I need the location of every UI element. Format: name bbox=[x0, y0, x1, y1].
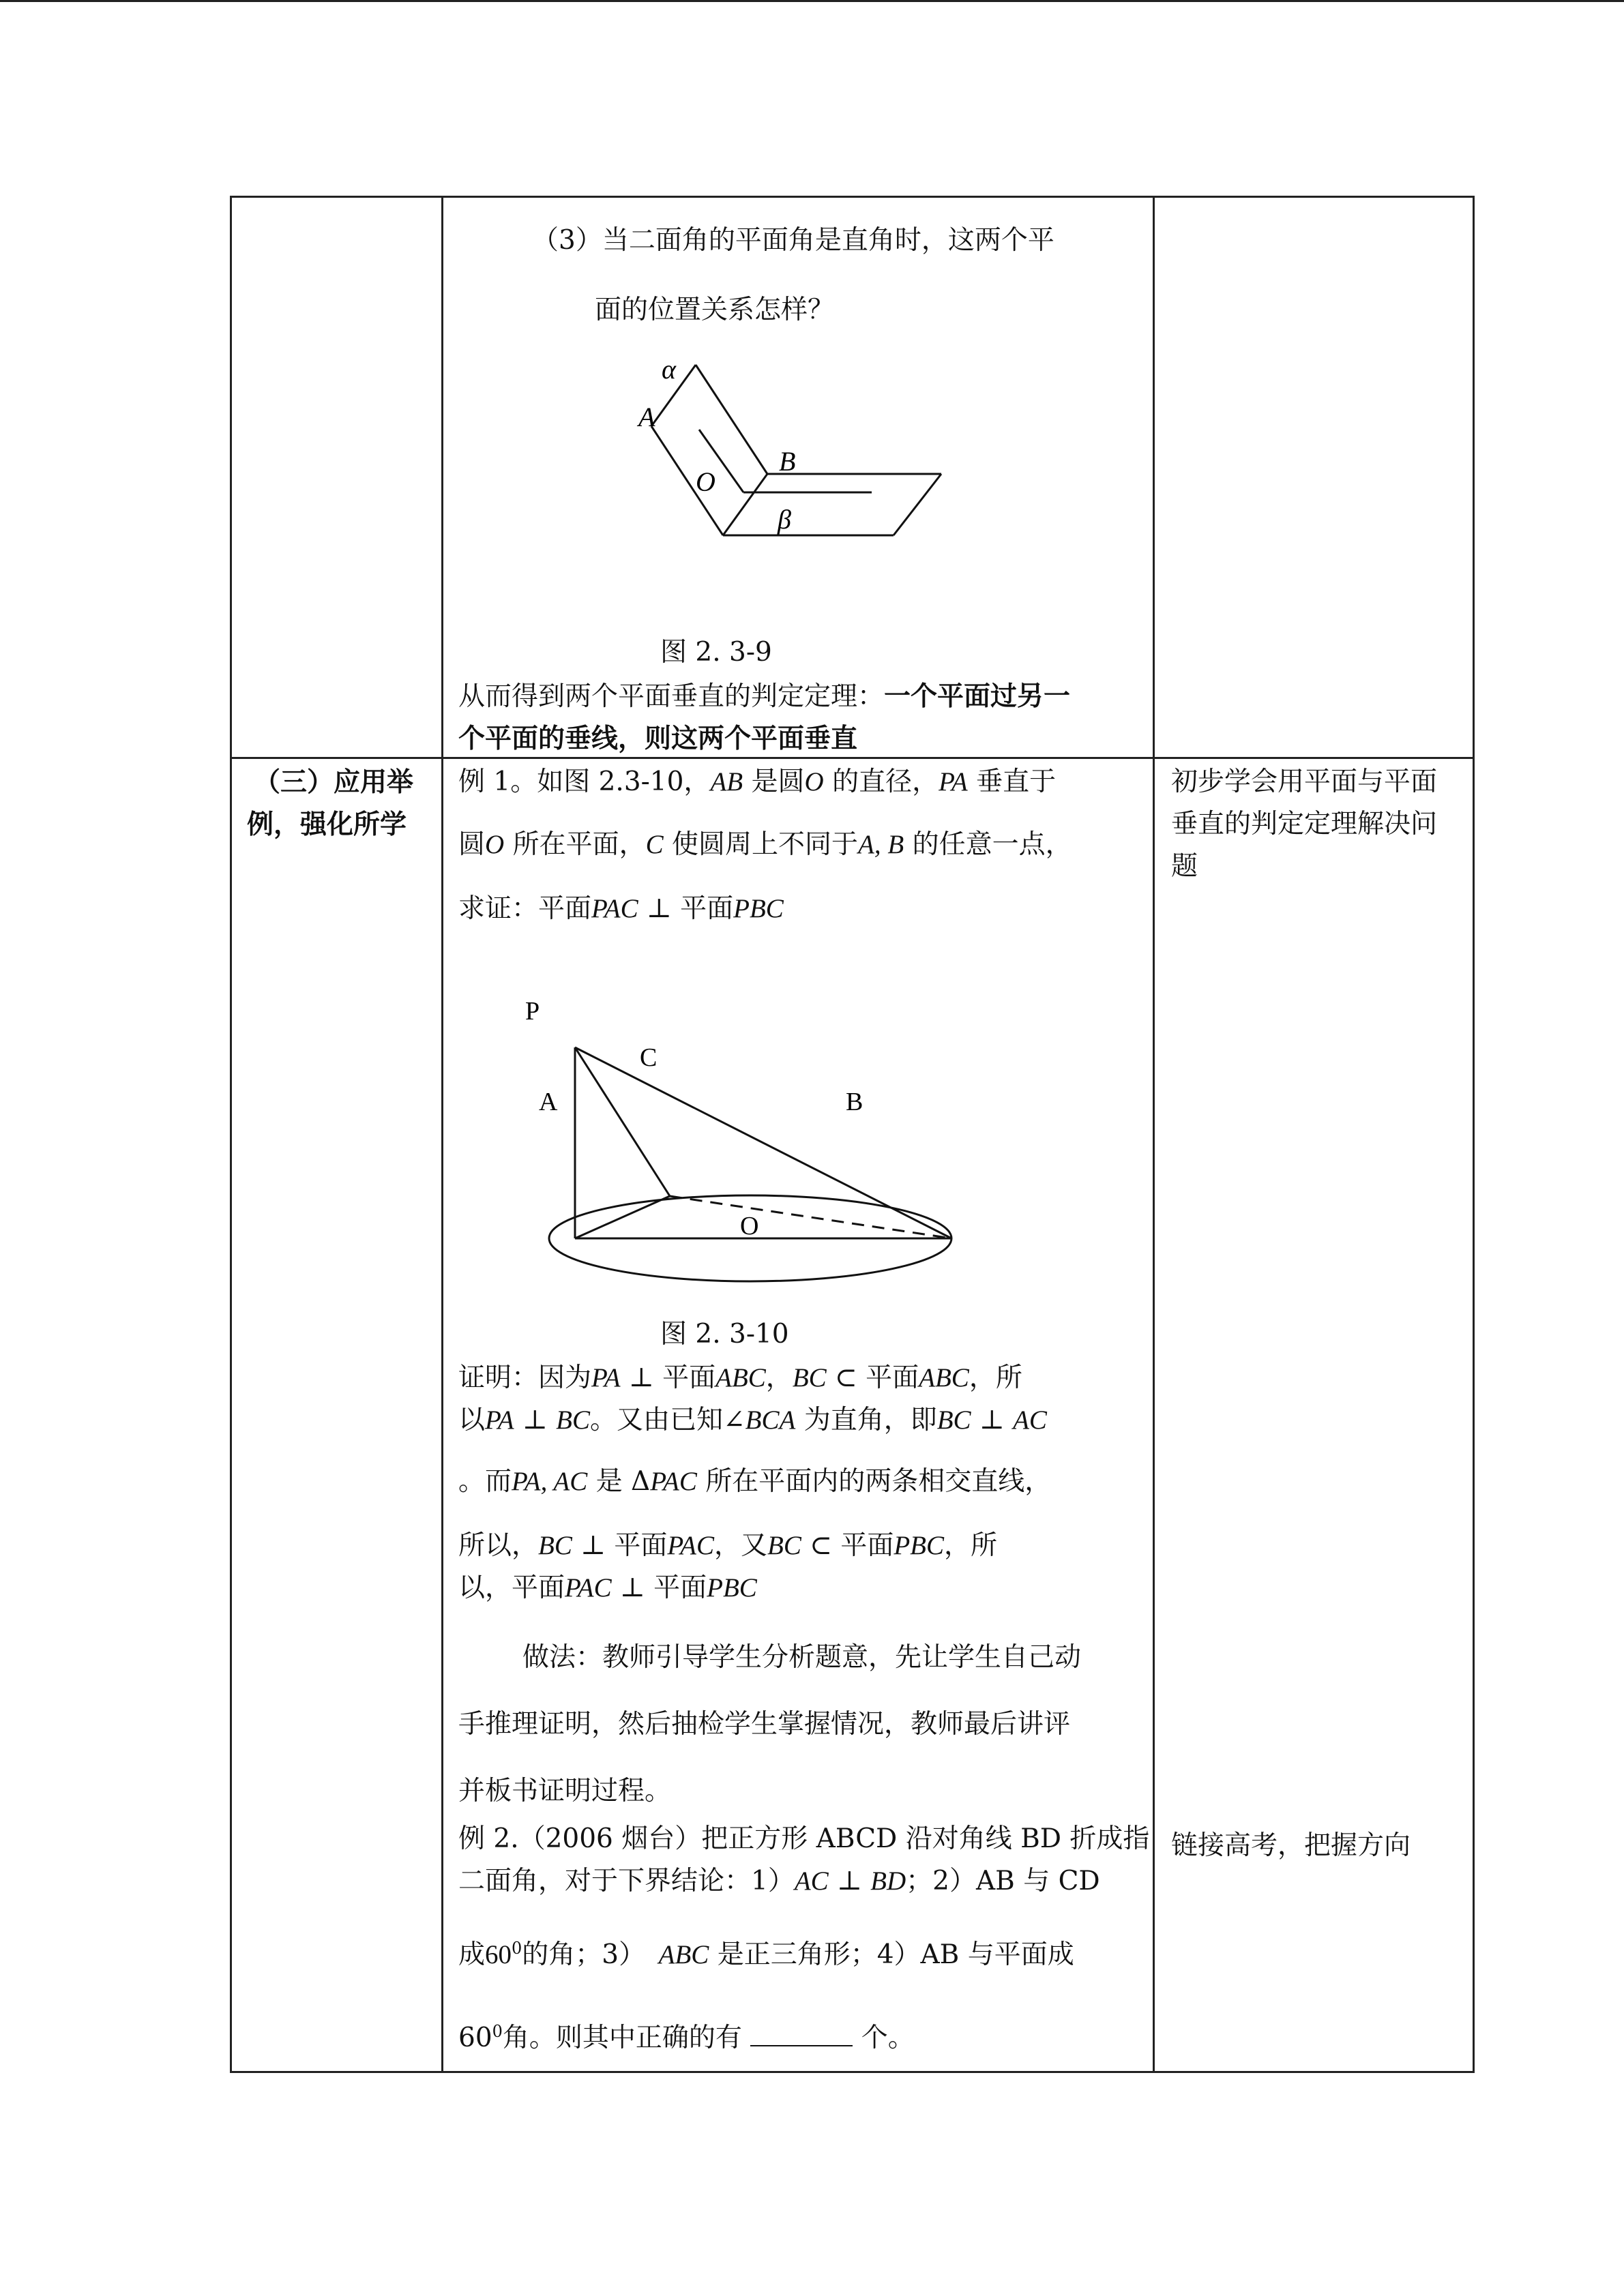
proof-line-5: 以，平面PAC ⊥ 平面PBC bbox=[458, 1572, 757, 1603]
method-line-2: 手推理证明，然后抽检学生掌握情况，教师最后讲评 bbox=[458, 1709, 1071, 1740]
question-3-line-1: （3）当二面角的平面角是直角时，这两个平 bbox=[532, 225, 1054, 256]
example-2-line-2: 二面角，对于下界结论：1）AC ⊥ BD；2）AB 与 CD bbox=[458, 1866, 1100, 1896]
example-1-line-3: 求证：平面PAC ⊥ 平面PBC bbox=[458, 893, 784, 924]
fig1-label-alpha: α bbox=[662, 354, 676, 385]
answer-blank[interactable] bbox=[750, 2025, 853, 2046]
teaching-goal-line-4: 链接高考，把握方向 bbox=[1171, 1830, 1411, 1861]
proof-line-4: 所以，BC ⊥ 平面PAC，又BC ⊂ 平面PBC，所 bbox=[458, 1530, 998, 1561]
fig1-edge bbox=[723, 474, 767, 535]
table-top-border bbox=[230, 196, 1475, 198]
example-2-line-1: 例 2.（2006 烟台）把正方形 ABCD 沿对角线 BD 折成指 bbox=[458, 1823, 1150, 1854]
fig1-label-B: B bbox=[779, 446, 796, 477]
figure-1-caption: 图 2. 3-9 bbox=[660, 637, 772, 668]
fig2-label-P: P bbox=[525, 997, 540, 1026]
fig1-label-beta: β bbox=[778, 504, 791, 535]
method-line-3: 并板书证明过程。 bbox=[458, 1776, 672, 1806]
fig2-segment-AC bbox=[575, 1196, 670, 1238]
fig2-label-B: B bbox=[846, 1088, 863, 1116]
teaching-goal-line-3: 题 bbox=[1171, 851, 1198, 882]
fig1-edge bbox=[696, 365, 767, 474]
theorem-bold-1: 一个平面过另一 bbox=[884, 681, 1071, 712]
table-left-border bbox=[230, 196, 232, 2073]
example-1-line-2: 圆O 所在平面，C 使圆周上不同于A, B 的任意一点， bbox=[458, 829, 1072, 860]
fig1-edge bbox=[894, 474, 941, 535]
fig2-label-O: O bbox=[740, 1212, 759, 1240]
fig2-segment-PB bbox=[575, 1047, 951, 1238]
method-line-1: 做法：教师引导学生分析题意，先让学生自己动 bbox=[522, 1642, 1082, 1673]
column-divider-2 bbox=[1153, 196, 1155, 2073]
dihedral-angle-figure bbox=[614, 348, 969, 552]
question-3-line-2: 面的位置关系怎样？ bbox=[595, 295, 835, 325]
teaching-goal-line-1: 初步学会用平面与平面 bbox=[1171, 766, 1438, 797]
page-top-border bbox=[0, 0, 1624, 2]
example-2-line-4: $60^0$角。则其中正确的有 个。 bbox=[458, 2022, 915, 2053]
fig1-label-A: A bbox=[638, 402, 655, 432]
figure-2-caption: 图 2. 3-10 bbox=[660, 1319, 789, 1350]
fig1-label-O: O bbox=[696, 466, 715, 497]
proof-line-1: 证明：因为PA ⊥ 平面ABC，BC ⊂ 平面ABC，所 bbox=[458, 1362, 1022, 1393]
theorem-statement-line-1 bbox=[458, 678, 1070, 715]
proof-line-3: 。而PA, AC 是 ΔPAC 所在平面内的两条相交直线， bbox=[458, 1466, 1052, 1497]
example-2-line-3: 成$60^0$的角；3） ABC 是正三角形；4）AB 与平面成 bbox=[458, 1939, 1074, 1970]
column-divider-1 bbox=[441, 196, 443, 2073]
theorem-statement-line-2: 个平面的垂线，则这两个平面垂直 bbox=[458, 723, 858, 754]
table-bottom-border bbox=[230, 2071, 1475, 2073]
teaching-goal-line-2: 垂直的判定定理解决问 bbox=[1171, 809, 1438, 839]
section-label-line-2: 例，强化所学 bbox=[247, 809, 407, 840]
section-label-line-1: （三）应用举 bbox=[254, 766, 414, 798]
row-divider bbox=[230, 757, 1475, 759]
theorem-prefix: 从而得到两个平面垂直的判定定理： bbox=[458, 681, 885, 712]
proof-line-2: 以PA ⊥ BC。又由已知∠BCA 为直角，即BC ⊥ AC bbox=[458, 1405, 1047, 1435]
table-right-border bbox=[1473, 196, 1475, 2073]
fig2-label-A: A bbox=[539, 1088, 558, 1116]
fig2-label-C: C bbox=[640, 1043, 658, 1072]
example-1-line-1: 例 1。如图 2.3-10，AB 是圆O 的直径，PA 垂直于 bbox=[458, 766, 1057, 797]
cone-figure bbox=[518, 989, 996, 1302]
